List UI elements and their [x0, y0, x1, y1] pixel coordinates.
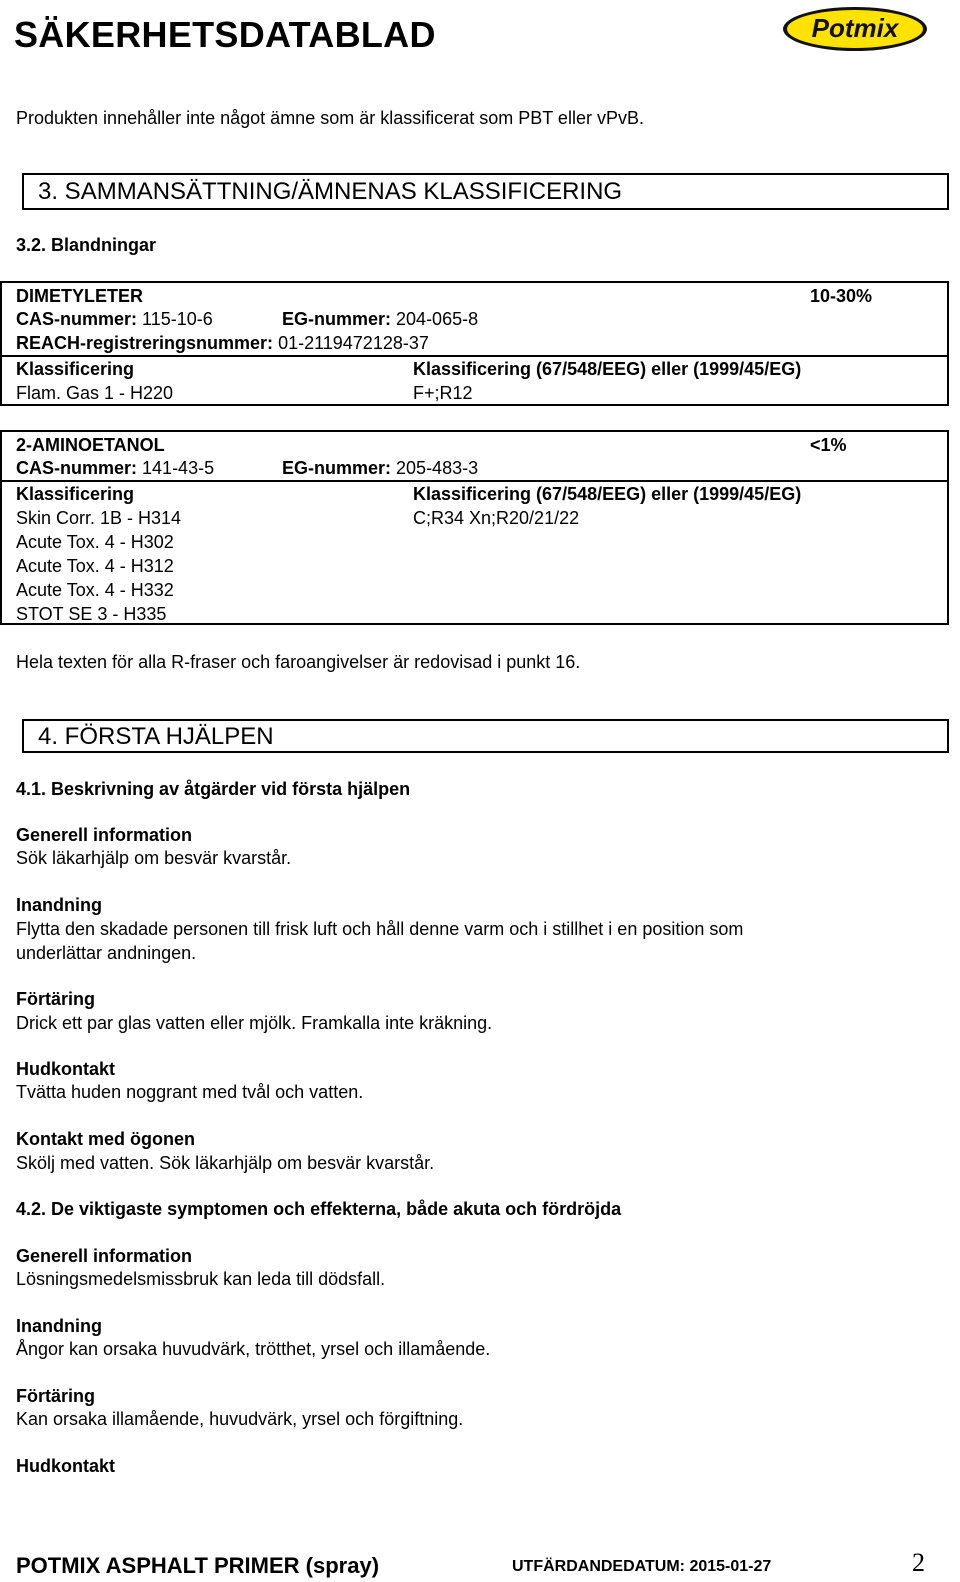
substance-name: 2-AMINOETANOL — [16, 435, 165, 455]
classification-old-label: Klassificering (67/548/EEG) eller (1999/45/EG) — [413, 484, 802, 504]
classification-item: Acute Tox. 4 - H332 — [16, 580, 174, 600]
first-aid-text: Skölj med vatten. Sök läkarhjälp om besvär kvarstår. — [16, 1153, 435, 1173]
classification-item: Acute Tox. 4 - H312 — [16, 556, 174, 576]
first-aid-text: Flytta den skadade personen till frisk luft och håll denne varm och i stillhet i en position som — [16, 919, 744, 939]
old-classification: F+;R12 — [413, 383, 473, 403]
substance-percent: 10-30% — [810, 286, 873, 306]
old-classification: C;R34 Xn;R20/21/22 — [413, 508, 580, 528]
classification-item: Acute Tox. 4 - H302 — [16, 532, 174, 552]
cas-label: CAS-nummer: — [16, 458, 138, 478]
page-number: 2 — [912, 1548, 925, 1577]
intro-line: Produkten innehåller inte något ämne som är klassificerat som PBT eller vPvB. — [16, 108, 644, 128]
first-aid-label: Förtäring — [16, 989, 95, 1009]
first-aid-text: Tvätta huden noggrant med tvål och vatten. — [16, 1082, 364, 1102]
substance-name: DIMETYLETER — [16, 286, 144, 306]
first-aid-label: Hudkontakt — [16, 1059, 115, 1079]
symptom-text: Kan orsaka illamående, huvudvärk, yrsel och förgiftning. — [16, 1409, 464, 1429]
substance-box-aminoetanol — [0, 430, 949, 625]
cas-value: 115-10-6 — [142, 309, 213, 329]
classification-item: Flam. Gas 1 - H220 — [16, 383, 174, 403]
section4-heading-box — [22, 719, 949, 753]
potmix-logo — [780, 4, 930, 54]
r-phrases-note: Hela texten för alla R-fraser och faroangivelser är redovisad i punkt 16. — [16, 652, 581, 672]
footer-date: UTFÄRDANDEDATUM: 2015-01-27 — [512, 1558, 772, 1575]
section4-1-heading: 4.1. Beskrivning av åtgärder vid första hjälpen — [16, 779, 411, 799]
section4-2-heading: 4.2. De viktigaste symptomen och effekterna, både akuta och fördröjda — [16, 1199, 622, 1219]
cas-row — [16, 307, 213, 331]
symptom-text: Ångor kan orsaka huvudvärk, trötthet, yrsel och illamående. — [16, 1339, 491, 1359]
reach-label: REACH-registreringsnummer: — [16, 333, 274, 353]
footer-product: POTMIX ASPHALT PRIMER (spray) — [16, 1553, 380, 1578]
section3-heading: 3. SAMMANSÄTTNING/ÄMNENAS KLASSIFICERING — [38, 178, 623, 205]
substance-percent: <1% — [810, 435, 847, 455]
eg-label: EG-nummer: — [282, 458, 392, 478]
section3-subheading: 3.2. Blandningar — [16, 235, 157, 255]
first-aid-label: Inandning — [16, 895, 102, 915]
cas-label: CAS-nummer: — [16, 309, 138, 329]
section4-heading: 4. FÖRSTA HJÄLPEN — [38, 723, 274, 750]
cas-value: 141-43-5 — [142, 458, 215, 478]
first-aid-label: Kontakt med ögonen — [16, 1129, 195, 1149]
eg-value: 205-483-3 — [396, 458, 479, 478]
classification-item: STOT SE 3 - H335 — [16, 604, 167, 624]
first-aid-text: Sök läkarhjälp om besvär kvarstår. — [16, 848, 292, 868]
section3-heading-box — [22, 173, 949, 210]
first-aid-label: Generell information — [16, 825, 193, 845]
symptom-label: Hudkontakt — [16, 1456, 115, 1476]
first-aid-text: Drick ett par glas vatten eller mjölk. Framkalla inte kräkning. — [16, 1013, 493, 1033]
symptom-text: Lösningsmedelsmissbruk kan leda till dödsfall. — [16, 1269, 386, 1289]
eg-label: EG-nummer: — [282, 309, 392, 329]
first-aid-text: underlättar andningen. — [16, 943, 197, 963]
classification-label: Klassificering — [16, 484, 135, 504]
reach-row — [16, 331, 429, 355]
eg-row — [282, 307, 478, 331]
classification-item: Skin Corr. 1B - H314 — [16, 508, 182, 528]
classification-label: Klassificering — [16, 359, 135, 379]
eg-value: 204-065-8 — [396, 309, 479, 329]
document-title: SÄKERHETSDATABLAD — [14, 14, 436, 55]
symptom-label: Generell information — [16, 1246, 193, 1266]
symptom-label: Förtäring — [16, 1386, 95, 1406]
eg-row — [282, 456, 478, 480]
cas-row — [16, 456, 214, 480]
substance-box-dimetyleter — [0, 281, 949, 406]
classification-old-label: Klassificering (67/548/EEG) eller (1999/45/EG) — [413, 359, 802, 379]
logo-text: Potmix — [811, 13, 899, 43]
reach-value: 01-2119472128-37 — [278, 333, 429, 353]
symptom-label: Inandning — [16, 1316, 102, 1336]
